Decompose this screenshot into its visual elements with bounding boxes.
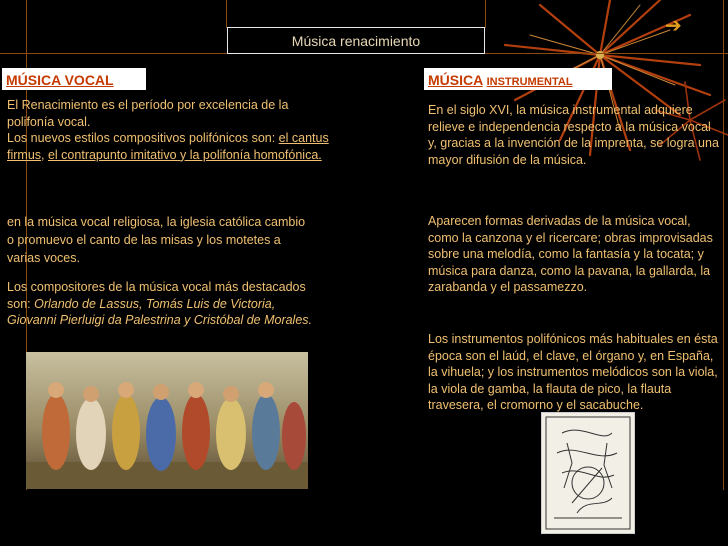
vocal-paragraph-2: en la música vocal religiosa, la iglesia católica cambio o promuevo el canto de las misas y los motetes a varias voces. [7, 215, 306, 265]
dancing-muses-painting [26, 352, 308, 489]
contrapunto-link[interactable]: el contrapunto imitativo y la polifonía homofónica. [47, 147, 322, 162]
musician-engraving-image [541, 412, 635, 534]
frame-line-mid-left [226, 0, 227, 28]
instrumental-paragraph-1: En el siglo XVI, la música instrumental adquiere relieve e independencia respecto a la música vocal y, gracias a la invención de la imprenta, se logra una mayor difusión de la música. [428, 103, 719, 167]
composers-prefix: Los compositores de la música vocal más destacados son: [7, 280, 306, 311]
instrumental-heading-small: INSTRUMENTAL [486, 76, 573, 88]
frame-line-right [723, 0, 724, 490]
vocal-paragraph-3 [7, 279, 325, 329]
vocal-music-heading-text: MÚSICA VOCAL [6, 72, 114, 88]
cantus-firmus-link[interactable]: el cantus firmus [7, 131, 329, 162]
instrumental-music-heading [424, 68, 612, 90]
instrumental-heading-main: MÚSICA [428, 72, 483, 88]
instrumental-paragraph-2: Aparecen formas derivadas de la música vocal, como la canzona y el ricercare; obras improvisadas sobre una melodía, como la fantasía y la tocata; y música para danza, como la pavana, la gallarda, la zarabanda y el passamezzo. [428, 214, 713, 294]
frame-line-mid-right [485, 0, 486, 28]
vocal-music-heading [2, 68, 146, 90]
fireworks-image [480, 0, 728, 200]
composers-names: Orlando de Lassus, Tomás Luis de Victoria, Giovanni Pierluigi da Palestrina y Cristóbal de Morales. [7, 296, 313, 327]
vocal-styles-prefix: Los nuevos estilos compositivos polifónicos son: [7, 131, 279, 145]
vocal-intro-text: El Renacimiento es el período por excelencia de la polifonía vocal. [7, 98, 289, 129]
page-title: Música renacimiento [227, 27, 485, 54]
styles-separator: , [41, 147, 48, 162]
vocal-paragraph-1 [7, 97, 337, 163]
instrumental-paragraph-3: Los instrumentos polifónicos más habituales en ésta época son el laúd, el clave, el órgano y, en España, la vihuela; y los instrumentos melódicos son la viola, la viola de gamba, la flauta de pico, la flauta travesera, el cromorno y el sacabuche. [428, 332, 718, 412]
next-arrow-icon[interactable]: ➔ [665, 15, 682, 37]
